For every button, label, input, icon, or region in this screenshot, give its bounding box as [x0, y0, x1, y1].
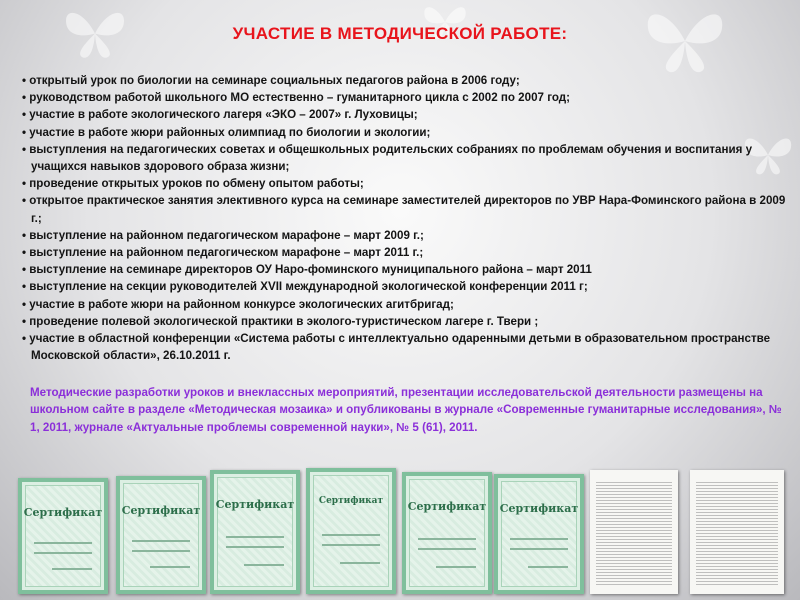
certificate-image	[494, 474, 584, 594]
list-item: • участие в работе жюри районных олимпиад по биологии и экологии;	[22, 124, 792, 141]
list-item: • открытое практическое занятия элективного курса на семинаре заместителей директоров по УВР Нара-Фоминского района в 2009 г.;	[22, 192, 792, 226]
slide-title: УЧАСТИЕ В МЕТОДИЧЕСКОЙ РАБОТЕ:	[232, 24, 568, 43]
certificates-strip	[10, 462, 794, 594]
certificate-image	[116, 476, 206, 594]
activity-list	[22, 72, 792, 364]
list-item: • выступление на секции руководителей XVII международной экологической конференции 2011 г;	[22, 278, 792, 295]
certificate-title: Сертификат	[407, 500, 487, 513]
list-item: • выступление на районном педагогическом марафоне – март 2011 г.;	[22, 244, 792, 261]
list-item: • проведение открытых уроков по обмену опытом работы;	[22, 175, 792, 192]
list-item: • проведение полевой экологической практики в эколого-туристическом лагере г. Твери ;	[22, 313, 792, 330]
publication-page-image	[690, 470, 784, 594]
methodical-note: Методические разработки уроков и внеклассных мероприятий, презентации исследовательской деятельности размещены на школьном сайте в разделе «Методическая мозаика» и опубликованы в журнале «Современные гуманитарные исследования», № 1, 2011, журнале «Актуальные проблемы современной науки», № 5 (61), 2011.	[30, 386, 782, 434]
certificate-title: Сертификат	[215, 498, 295, 511]
list-item: • участие в работе жюри на районном конкурсе экологических агитбригад;	[22, 296, 792, 313]
list-item: • участие в работе экологического лагеря «ЭКО – 2007» г. Луховицы;	[22, 106, 792, 123]
certificate-image	[402, 472, 492, 594]
certificate-image	[306, 468, 396, 594]
list-item: • выступление на районном педагогическом марафоне – март 2009 г.;	[22, 227, 792, 244]
certificate-title: Сертификат	[318, 496, 384, 506]
certificate-image	[18, 478, 108, 594]
list-item: • выступления на педагогических советах и общешкольных родительских собраниях по проблемам обучения и воспитания у учащихся навыков здорового образа жизни;	[22, 141, 792, 175]
certificate-image	[210, 470, 300, 594]
certificate-title: Сертификат	[23, 506, 103, 519]
publication-page-image	[590, 470, 678, 594]
certificate-title: Сертификат	[121, 504, 201, 517]
list-item: • участие в областной конференции «Система работы с интеллектуально одаренными детьми в образовательном пространстве Московской области», 26.10.2011 г.	[22, 330, 792, 364]
list-item: • открытый урок по биологии на семинаре социальных педагогов района в 2006 году;	[22, 72, 792, 89]
certificate-title: Сертификат	[499, 502, 579, 515]
list-item: • руководством работой школьного МО естественно – гуманитарного цикла с 2002 по 2007 год;	[22, 89, 792, 106]
list-item: • выступление на семинаре директоров ОУ Наро-фоминского муниципального района – март 2011	[22, 261, 792, 278]
